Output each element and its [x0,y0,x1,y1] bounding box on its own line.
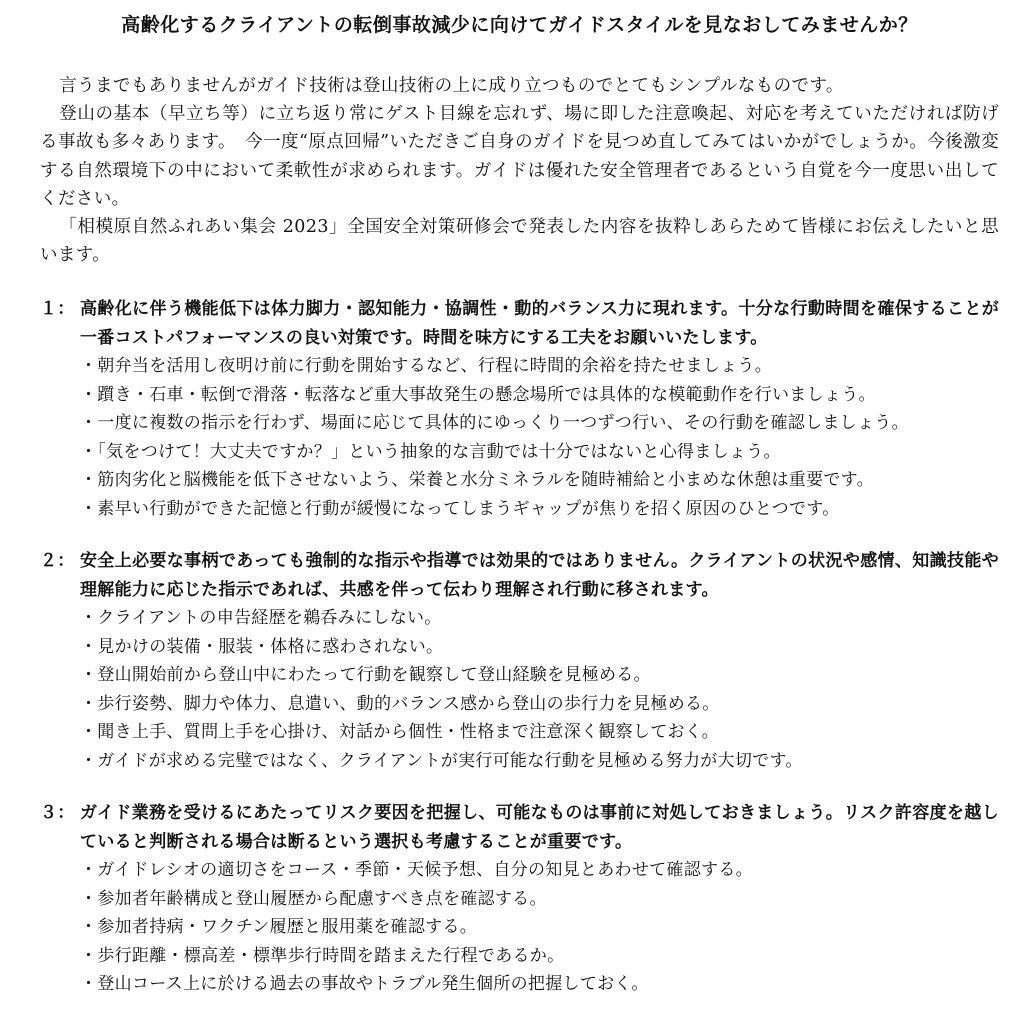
section-number: ３： [40,803,75,824]
section-number: １： [40,299,75,320]
list-item: ・聞き上手、質問上手を心掛け、対話から個性・性格まで注意深く観察しておく。 [80,722,720,743]
list-item: ・見かけの装備・服装・体格に惑わされない。 [80,636,444,657]
list-item: ・参加者持病・ワクチン履歴と服用薬を確認する。 [80,917,478,938]
section-3 [40,799,999,999]
bullet-list [40,604,999,775]
list-item: ・朝弁当を活用し夜明け前に行動を開始するなど、行程に時間的余裕を持たせましょう。 [80,356,772,377]
sections [40,295,999,999]
list-item: ・歩行姿勢、脚力や体力、息遣い、動的バランス感から登山の歩行力を見極める。 [80,693,720,714]
list-item: ・ガイドが求める完璧ではなく、クライアントが実行可能な行動を見極める努力が大切です。 [80,750,803,771]
section-heading-text: 高齢化に伴う機能低下は体力脚力・認知能力・協調性・動的バランス力に現れます。十分な行動時間を確保することが一番コストパフォーマンスの良い対策です。時間を味方にする工夫をお願いいたします。 [80,299,999,348]
section-2 [40,547,999,775]
intro-paragraph: 「相模原自然ふれあい集会 2023」全国安全対策研修会で発表した内容を抜粋しあらためて皆様にお伝えしたいと思います。 [40,217,999,266]
list-item: ・ガイドレシオの適切さをコース・季節・天候予想、自分の知見とあわせて確認する。 [80,860,753,881]
list-item: ・参加者年齢構成と登山履歴から配慮すべき点を確認する。 [80,888,547,909]
section-1 [40,295,999,523]
list-item: ・歩行距離・標高差・標準歩行時間を踏まえた行程であるか。 [80,945,565,966]
bullet-list [40,856,999,999]
section-number: ２： [40,551,75,572]
intro-paragraph: 言うまでもありませんがガイド技術は登山技術の上に成り立つものでとてもシンプルなものです。 [59,76,844,96]
list-item: ・クライアントの申告経歴を鵜呑みにしない。 [80,608,442,629]
list-item: ・「気をつけて！大丈夫ですか？」という抽象的な言動では十分ではないと心得ましょう。 [80,441,781,462]
intro-paragraphs [40,72,999,269]
list-item: ・登山開始前から登山中にわたって行動を観察して登山経験を見極める。 [80,665,651,686]
list-item: ・一度に複数の指示を行わず、場面に応じて具体的にゆっくり一つずつ行い、その行動を確認しましょう。 [80,413,909,434]
section-heading-text: ガイド業務を受けるにあたってリスク要因を把握し、可能なものは事前に対処しておきましょう。リスク許容度を越していると判断される場合は断るという選択も考慮することが重要です。 [80,803,999,852]
list-item: ・躓き・石車・転倒で滑落・転落など重大事故発生の懸念場所では具体的な模範動作を行いましょう。 [80,384,876,405]
section-heading [40,547,999,604]
section-heading [40,799,999,856]
section-heading [40,295,999,352]
document-title: 高齢化するクライアントの転倒事故減少に向けてガイドスタイルを見なおしてみませんか？ [121,14,918,36]
list-item: ・素早い行動ができた記憶と行動が緩慢になってしまうギャップが焦りを招く原因のひとつです。 [80,498,840,519]
list-item: ・筋肉劣化と脳機能を低下させないよう、栄養と水分ミネラルを随時補給と小まめな休憩は重要です。 [80,470,874,491]
intro-paragraph: 登山の基本（早立ち等）に立ち返り常にゲスト目線を忘れず、場に即した注意喚起、対応を考えていただければ防げる事故も多々あります。 今一度“原点回帰”いただきご自身のガイドを見つめ直してみてはいかがでしょうか。今後激変する自然環境下の中において柔軟性が求められます。ガイドは優れた安全管理者であるという自覚を今一度思い出してください。 [40,104,999,209]
bullet-list [40,352,999,523]
list-item: ・登山コース上に於ける過去の事故やトラブル発生個所の把握しておく。 [80,974,649,995]
section-heading-text: 安全上必要な事柄であっても強制的な指示や指導では効果的ではありません。クライアントの状況や感情、知識技能や理解能力に応じた指示であれば、共感を伴って伝わり理解され行動に移されます。 [80,551,999,600]
